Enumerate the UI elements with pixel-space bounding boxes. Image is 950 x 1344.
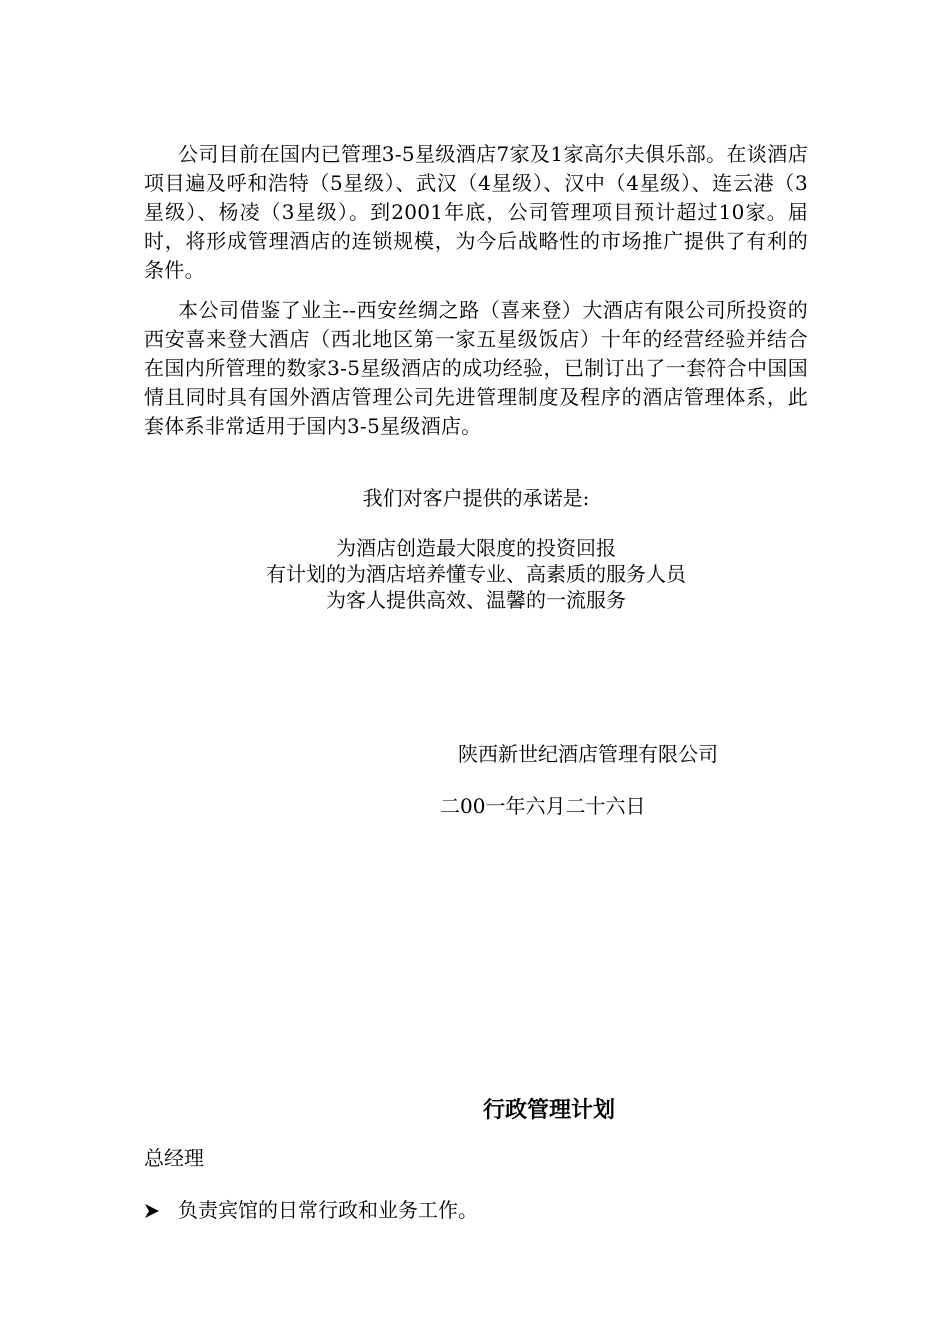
signature-date: 二00一年六月二十六日 [440,794,646,818]
section-heading: 行政管理计划 [482,1097,615,1123]
duty-text: 负责宾馆的日常行政和业务工作。 [178,1198,478,1222]
intro-paragraph-1: 公司目前在国内已管理3-5星级酒店7家及1家高尔夫俱乐部。在谈酒店项目遍及呼和浩特（5星级）、武汉（4星级）、汉中（4星级）、连云港（3星级）、杨凌（3星级）。到2001年底，公司管理项目预计超过10家。届时，将形成管理酒店的连锁规模，为今后战略性的市场推广提供了有利的条件。 [144,142,808,282]
promise-item: 为酒店创造最大限度的投资回报 [336,536,616,560]
promise-item: 有计划的为酒店培养懂专业、高素质的服务人员 [266,562,686,586]
promise-list [144,535,808,613]
duty-item [144,1196,478,1225]
signature-company: 陕西新世纪酒店管理有限公司 [458,742,718,766]
role-title: 总经理 [144,1146,204,1170]
arrowhead-bullet-icon [144,1198,160,1214]
promise-title: 我们对客户提供的承诺是: [362,486,590,510]
intro-paragraph-2: 本公司借鉴了业主--西安丝绸之路（喜来登）大酒店有限公司所投资的西安喜来登大酒店（西北地区第一家五星级饭店）十年的经营经验并结合在国内所管理的数家3-5星级酒店的成功经验，已制订出了一套符合中国国情且同时具有国外酒店管理公司先进管理制度及程序的酒店管理体系，此套体系非常适用于国内3-5星级酒店。 [144,298,808,438]
promise-item: 为客人提供高效、温馨的一流服务 [326,588,626,612]
